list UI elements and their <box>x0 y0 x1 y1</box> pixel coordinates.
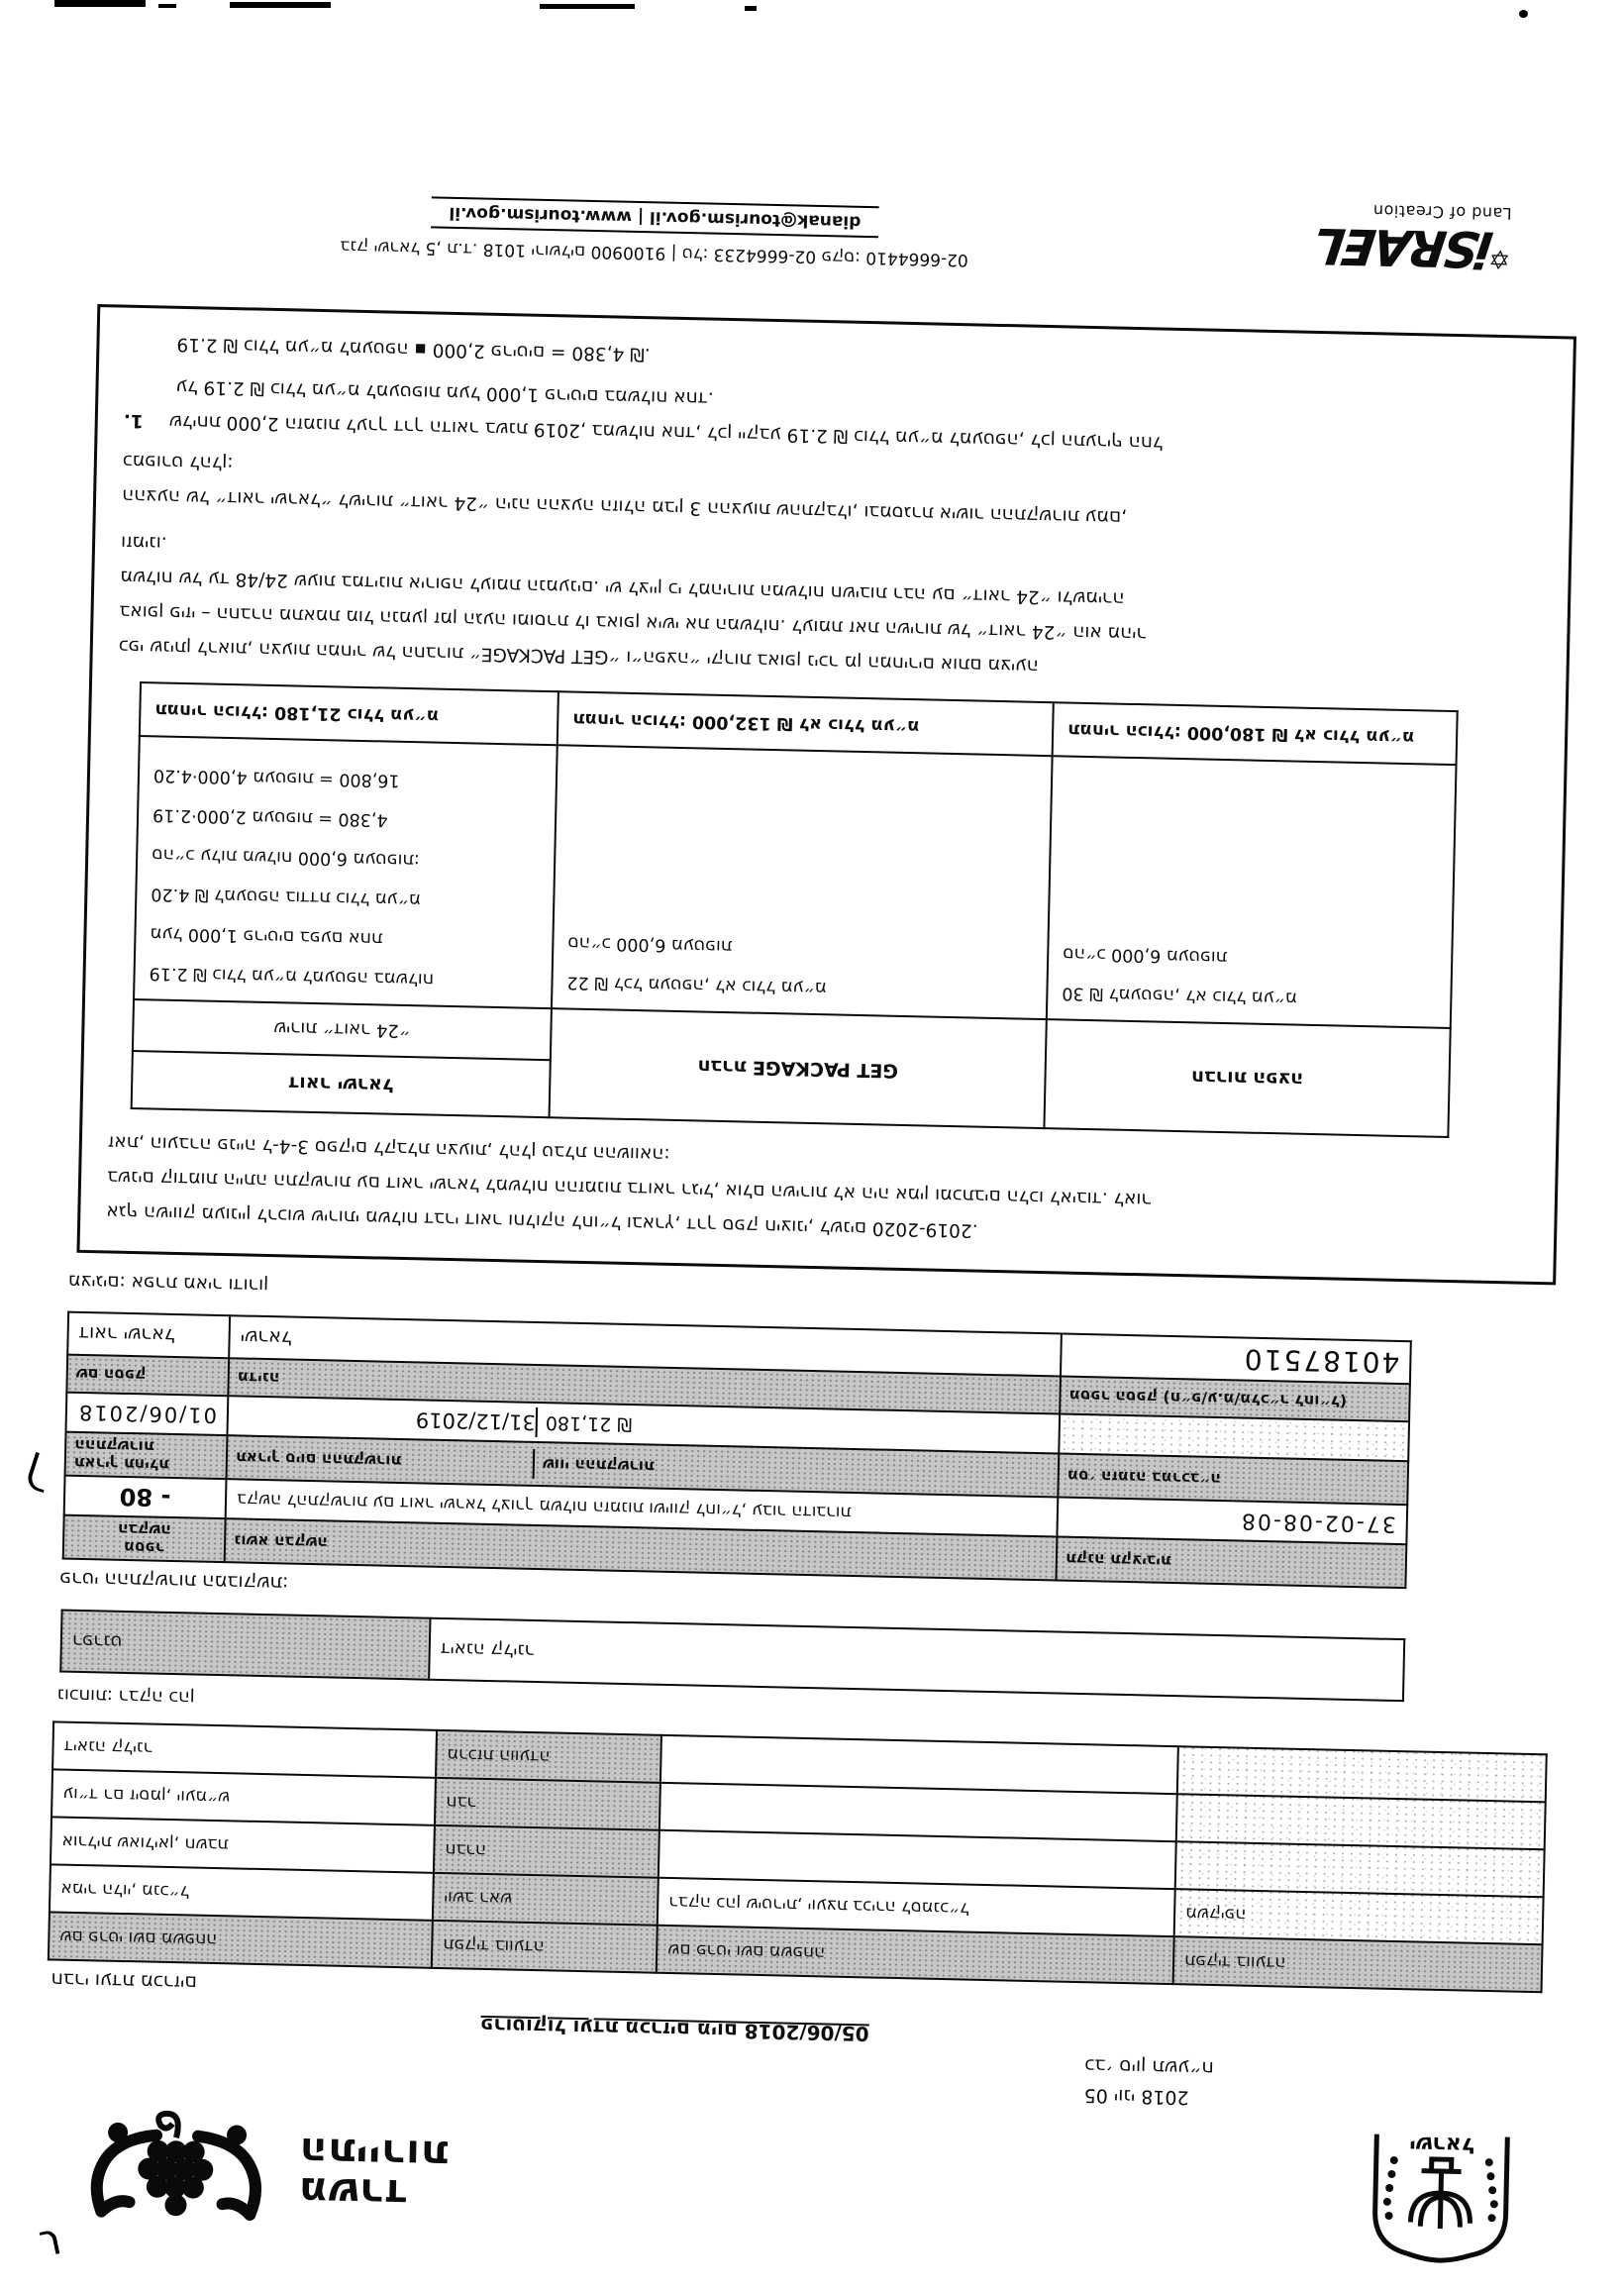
ministry-logo <box>71 2102 449 2239</box>
letterhead-footer <box>84 90 1583 311</box>
member-name: אורלית שאוליאן, חשבת <box>51 1817 435 1872</box>
list-item-continuation: על 2.19 ₪ כולל מע״מ למעטפות מעל 1,000 פריטים במשלוח אחד. <box>175 375 714 409</box>
country-value: ישראל <box>229 1315 1062 1376</box>
paragraph-line: כמפורט להלן: <box>122 450 234 474</box>
scan-artifact <box>1519 10 1528 18</box>
list-item: .1שליחת 2,000 הזמנות לערך דרך הדואר בשנת 2019, במשלוח אחד, לכן ייקבע 2.19 ₪ כולל מע״מ למעטפה, לכן התעריף החל <box>123 403 1545 469</box>
end-label: תאריך סיום ההתקשרות <box>235 1448 402 1470</box>
value-label: שווי ההתקשרות <box>534 1449 1051 1490</box>
presenters-line: מציגים: אפרת מאיר ודורון <box>67 1270 269 1297</box>
supplier-no-label: מספר הספק (ח״פ/ע.מ/מלכ״ר לחו״ל) <box>1060 1377 1410 1422</box>
getpackage-col-body: 22 ₪ לכל מעטפה, לא כולל מע״מ סה״כ 6,000 מעטפות <box>552 745 1053 1019</box>
brand-tagline: Land of Creation <box>1372 201 1512 224</box>
page-title: פרוטוקול ועדת מכרזים מיום 05/06/2018 <box>480 2013 869 2046</box>
paragraph-line: כפי שניתן לראות, הצעות המחיר של החברות ״GET PACKAGE״ ו״הפצה״ יקרות באופן ניכר מן המחירים אותם מציעה <box>118 635 1039 677</box>
supplier-total: תמחיר הכולל: 21,180 כולל מע״מ <box>140 682 558 745</box>
scan-artifact <box>158 4 176 8</box>
member-role <box>1177 1746 1547 1802</box>
israel-brand-logo <box>1312 200 1513 283</box>
order-label: מס׳ הזמנה במרכב״ה <box>1058 1453 1408 1505</box>
paragraph-line: אגף השיווק מעוניין לרכוש שירותי משלוח דברי דואר וחלוקה לחו״ל ובארץ, דרך ספק חיצוני, לשנים 2019-2020. <box>106 1200 978 1241</box>
ministry-name: משרד התיירות <box>297 2128 449 2217</box>
attendance-line: נוכחות: רבקה כהן <box>56 1684 195 1709</box>
date-gregorian: 05 יוני 2018 <box>1083 2084 1189 2109</box>
col-header-role: תפקיד בוועדה <box>432 1921 658 1973</box>
table-row <box>132 1051 1450 1137</box>
member-role: משקיפה <box>1174 1889 1544 1944</box>
date-block <box>1083 2050 1214 2113</box>
israel-wordmark: ✡iSRAEL <box>1312 216 1513 278</box>
start-label: תאריך תחילת ההתקשרות <box>65 1432 228 1480</box>
supplier-no-value: 40187510 <box>1061 1334 1411 1385</box>
member-name: אמיר הלוי, מנכ״ל <box>50 1864 434 1920</box>
list-item-continuation: 2.19 ₪ כולל מע״מ למעטפה ▪ 2,000 פריטים = 4,380 ₪. <box>176 333 651 365</box>
ministry-logo-icon <box>71 2102 282 2236</box>
supplier-value: דואר ישראל <box>67 1312 230 1359</box>
paragraph-line: וזמינו. <box>120 531 167 554</box>
table-row <box>134 736 1456 1028</box>
getpackage-col-header: חברת GET PACKAGE <box>550 1008 1047 1128</box>
order-value <box>1059 1414 1409 1462</box>
referent-label: רפרנט <box>60 1611 430 1680</box>
member-role <box>1176 1794 1546 1849</box>
paragraph-line: משלוח של עד 24/48 שעות במדינות אירופה לעומת הנמענים. יש לציין כי למהירות המשלוח חשיבות רבה עם ״דואר 24״ ולשמירה <box>120 566 1125 609</box>
emblem-label: ישראל <box>1409 2131 1475 2157</box>
list-item-number: .1 <box>123 409 144 432</box>
request-no-value: - 80 <box>64 1476 227 1519</box>
web-line: dianak@tourism.gov.il | www.tourism.gov.il <box>431 196 879 238</box>
committee-table <box>48 1720 1548 1993</box>
supplier-subheader: שירות ״דואר 24״ <box>133 999 552 1060</box>
regulation-value: 37-02-08-08 <box>1057 1497 1407 1544</box>
distribution-total: תמחיר הכולל: 180,000 ₪ לא כולל מע״מ <box>1053 702 1458 765</box>
member-name: רבקה כהן שיטרית, יועצת בכירה לסמנכ״ל <box>658 1878 1175 1936</box>
paragraph-line: ההצעה של ״דואר ישראל״ לשירות ״דואר 24״ הינה ההצעה הזולה מבין 3 ההצעות שהתקבלו, ובמסגרת אישור ההתקשרות עמם, <box>121 484 1128 528</box>
state-emblem-icon <box>1360 2126 1521 2267</box>
member-role: חברה <box>434 1825 660 1878</box>
paragraph-line: זאת, הועברה פנייה ל-3-4 ספקים לקבלת הצעות, להלן טבלת ההשוואה: <box>107 1131 670 1165</box>
scan-artifact <box>540 4 635 9</box>
supplier-label: שם הספק <box>66 1355 229 1397</box>
details-table <box>62 1311 1412 1590</box>
document-sheet <box>28 13 1599 2276</box>
referent-value: דיאנה קלינר <box>429 1618 1404 1701</box>
col-header-name2: שם פרטי ושם משפחה <box>657 1926 1174 1984</box>
col-header-role2: תפקיד בוועדה <box>1173 1936 1543 1992</box>
member-role: מרכזת הוועדה <box>436 1730 661 1783</box>
start-value: 01/06/2018 <box>66 1393 229 1436</box>
getpackage-total: תמחיר הכולל: 132,000 ₪ לא כולל מע״מ <box>558 691 1054 756</box>
scan-artifact <box>745 6 757 11</box>
supplier-col-body: 2.19 ₪ כולל מע״מ למעטפה במשלוח מעל 1,000 פריטים בפעם אחת 4.20 ₪ למעטפה בודדת כולל מע״מ סה״כ עלות משלוח 6,000 מעטפות: 2.19·2,000 מעטפות = 4,380 4.20·4,000 מעטפות = 16,800 <box>134 736 558 1008</box>
letterhead <box>42 2033 1541 2276</box>
subject-label: נושא הבקשה <box>225 1518 1058 1580</box>
value-value: 21,180 ₪ <box>537 1407 1050 1448</box>
supplier-col-header: דואר ישראל <box>132 1051 551 1117</box>
col-header-name: שם פרטי ושם משפחה <box>49 1912 433 1967</box>
scan-artifact <box>54 0 146 7</box>
end-value: 31/12/2019 <box>415 1407 537 1434</box>
member-role <box>1175 1841 1545 1897</box>
committee-heading: חברי ועדת מכרזים <box>51 1968 198 1994</box>
price-comparison-table <box>131 681 1459 1138</box>
contact-block <box>243 192 1066 271</box>
member-role: יושב ראש <box>433 1873 659 1926</box>
member-name: עו״ד רם זיסמן, יועמ״ש <box>51 1769 436 1824</box>
details-heading: פרטי ההתקשרות המבוקשת: <box>59 1567 289 1595</box>
distribution-col-header: חברות הפצה <box>1044 1019 1450 1137</box>
member-name: דיאנה קלינר <box>52 1721 437 1777</box>
star-of-david-icon: ✡ <box>1489 243 1513 274</box>
country-label: מדינה <box>228 1358 1061 1413</box>
distribution-col-body: 30 ₪ למעטפה, לא כולל מע״מ סה״כ 6,000 מעטפות <box>1047 756 1457 1028</box>
paragraph-line: באופן פיזי – החברה מתאמת מול הנמען זמן הגעה ומוסרת לו באופן אישי את המשלוח. לעומת זאת השירות של ״דואר 24״ הוא מהיר <box>119 600 1148 645</box>
member-role: חבר <box>435 1778 660 1830</box>
paragraph-line: בשנים קודמות הייתה התקשרות עם דואר ישראל למשלוח ההזמנות בדואר רגיל, אולם השירות לא היה אמין ומכתבים הלכו לאיבוד. לאור <box>106 1166 1153 1210</box>
address-line: בנק ישראל 5, ת.ד. 1018 ירושלים 9100900 | טל: 02-6664233 פקס: 02-6664410 <box>340 236 969 270</box>
date-hebrew: כב׳ סיון תשע״ח <box>1084 2054 1215 2080</box>
regulation-label: תקנה תקציבית <box>1057 1536 1407 1588</box>
scan-artifact <box>230 2 331 8</box>
table-row <box>60 1611 1404 1702</box>
decision-box <box>76 304 1576 1285</box>
request-no-label: מספר הבקשה <box>63 1515 226 1563</box>
subject-value: בקשה להתקשרות עם דואר ישראל לצורך משלוח הזמנות ושיווק לחו״ל, עבור הדוברות <box>226 1479 1059 1536</box>
